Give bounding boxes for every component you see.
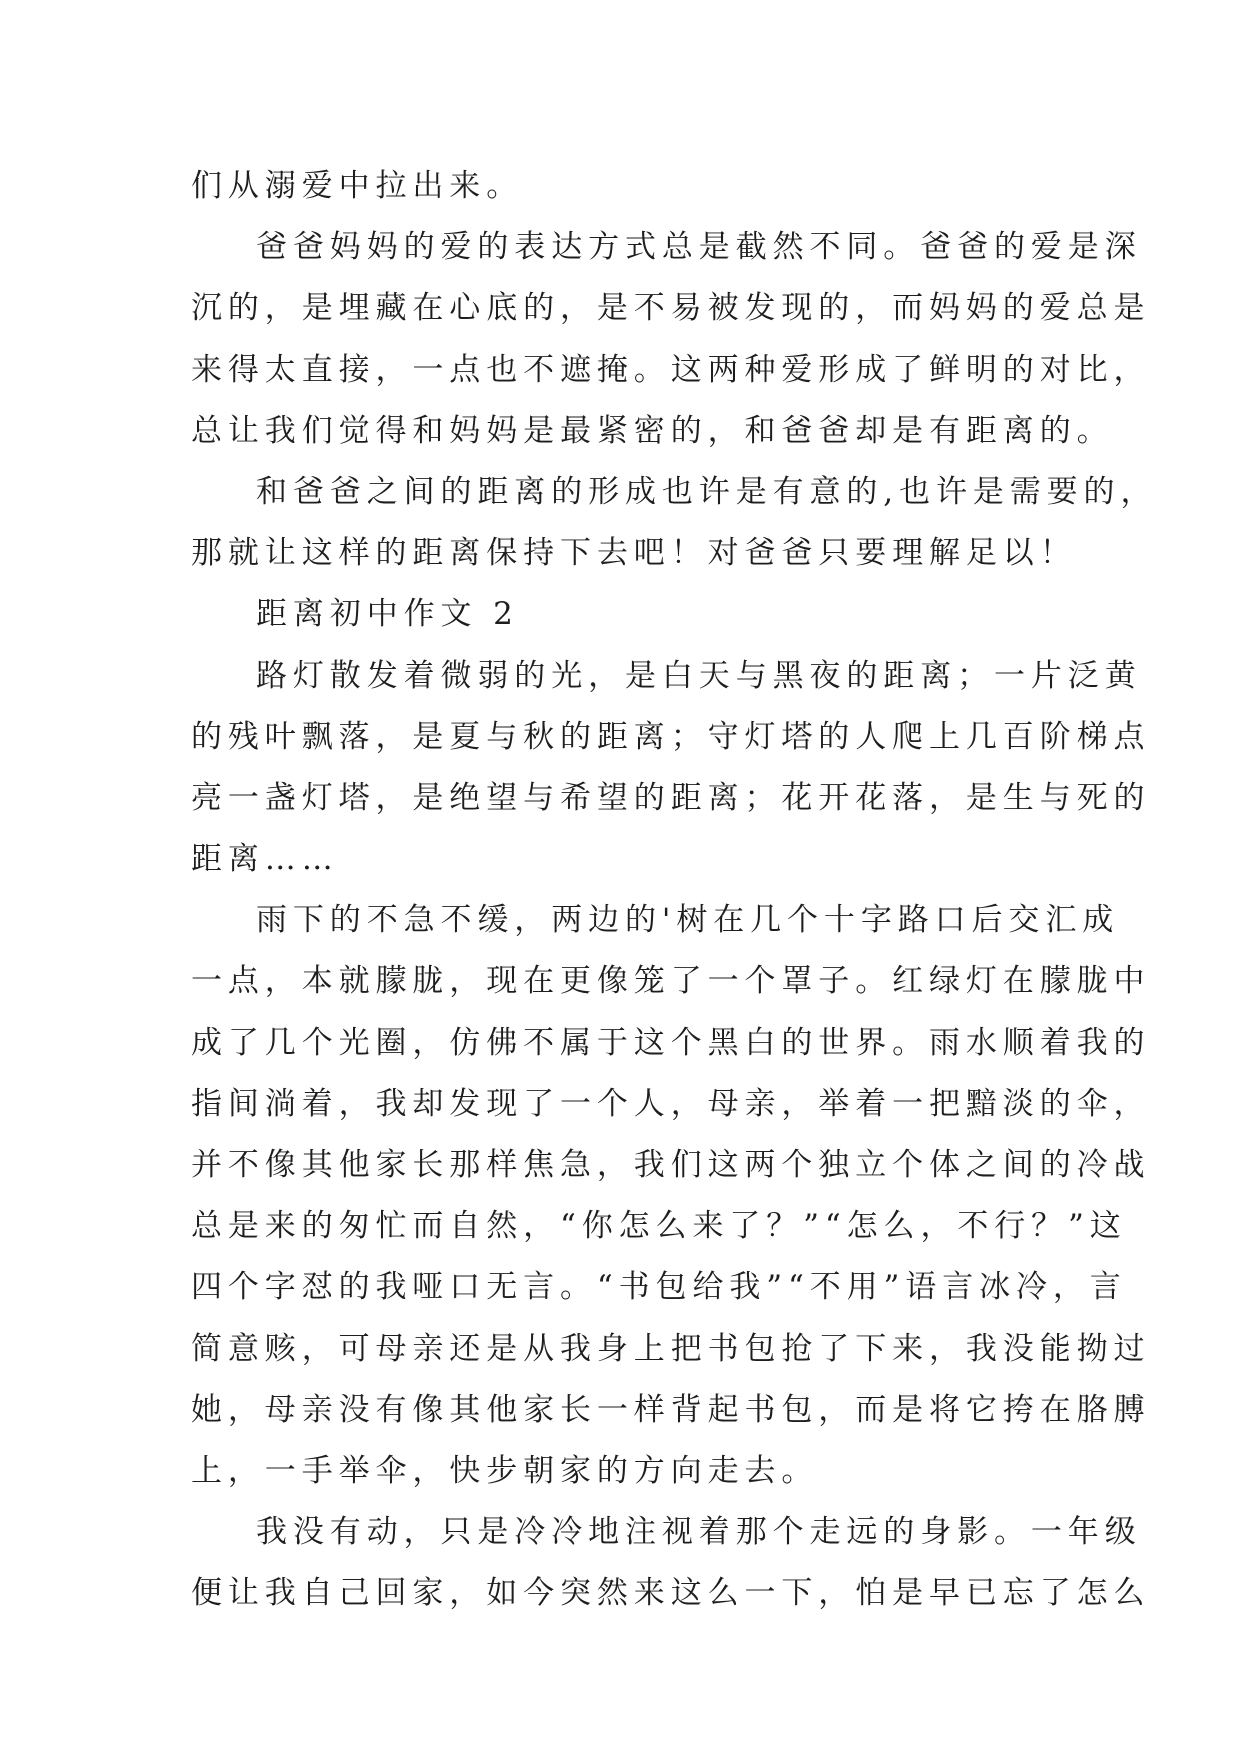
text-line: 爸爸妈妈的爱的表达方式总是截然不同。爸爸的爱是深 [256, 229, 1142, 266]
essay-body [191, 156, 1158, 1625]
text-line: 并不像其他家长那样焦急，我们这两个独立个体之间的冷战 [191, 1147, 1151, 1183]
text-line: 指间淌着，我却发现了一个人，母亲，举着一把黯淡的伞， [191, 1085, 1151, 1122]
text-line: 来得太直接，一点也不遮掩。这两种爱形成了鲜明的对比， [191, 351, 1151, 388]
text-line: 们从溺爱中拉出来。 [191, 168, 524, 204]
text-line: 那就让这样的距离保持下去吧！对爸爸只要理解足以！ [191, 535, 1077, 572]
text-line: 便让我自己回家，如今突然来这么一下，怕是早已忘了怎么 [191, 1575, 1151, 1612]
text-line: 我没有动，只是冷冷地注视着那个走远的身影。一年级 [256, 1514, 1142, 1551]
text-line: 和爸爸之间的距离的形成也许是有意的,也许是需要的， [256, 473, 1158, 510]
section-heading: 距离初中作文 2 [256, 596, 519, 633]
text-line: 总让我们觉得和妈妈是最紧密的，和爸爸却是有距离的。 [191, 412, 1114, 449]
text-line: 四个字怼的我哑口无言。“书包给我”“不用”语言冰冷，言 [191, 1269, 1127, 1306]
text-line: 一点，本就朦胧，现在更像笼了一个罩子。红绿灯在朦胧中 [191, 963, 1151, 1000]
text-line: 上，一手举伞，快步朝家的方向走去。 [191, 1452, 819, 1489]
text-line: 亮一盏灯塔，是绝望与希望的距离；花开花落，是生与死的 [191, 779, 1151, 816]
text-line: 距离…… [191, 841, 339, 878]
text-line: 沉的，是埋藏在心底的，是不易被发现的，而妈妈的爱总是 [191, 290, 1151, 327]
text-line: 雨下的不急不缓，两边的'树在几个十字路口后交汇成 [256, 902, 1120, 939]
text-line: 路灯散发着微弱的光，是白天与黑夜的距离；一片泛黄 [256, 657, 1142, 694]
text-line: 的残叶飘落，是夏与秋的距离；守灯塔的人爬上几百阶梯点 [191, 718, 1151, 755]
text-line: 成了几个光圈，仿佛不属于这个黑白的世界。雨水顺着我的 [191, 1024, 1151, 1061]
text-line: 她，母亲没有像其他家长一样背起书包，而是将它挎在胳膊 [191, 1391, 1151, 1428]
text-line: 简意赅，可母亲还是从我身上把书包抢了下来，我没能拗过 [191, 1330, 1151, 1367]
text-line: 总是来的匆忙而自然，“你怎么来了？”“怎么，不行？”这 [191, 1208, 1127, 1245]
